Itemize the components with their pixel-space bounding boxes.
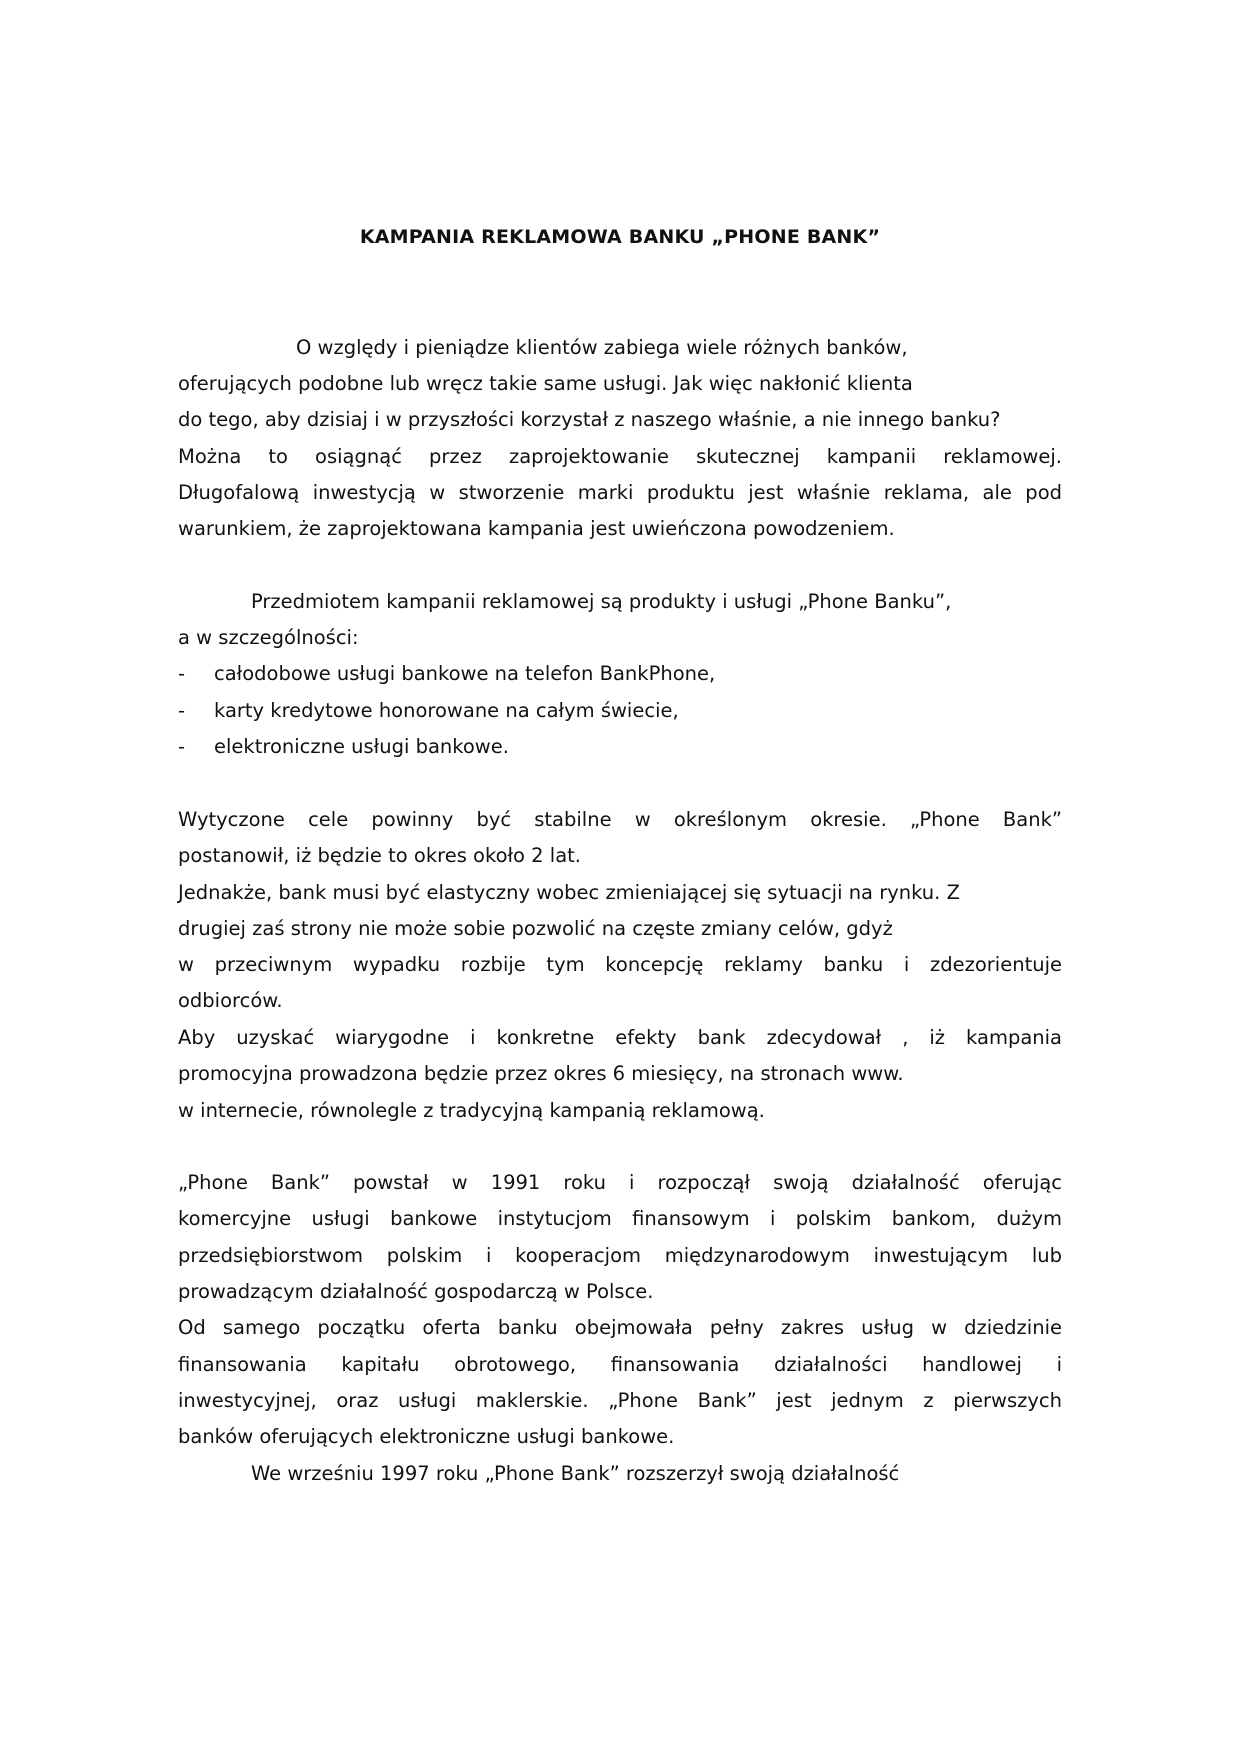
paragraph-3-line-5: w przeciwnym wypadku rozbije tym koncepcję reklamy banku i zdezorientuje	[178, 953, 1062, 976]
paragraph-3-line-1: Wytyczone cele powinny być stabilne w określonym okresie. „Phone Bank”	[178, 808, 1062, 831]
paragraph-1-line-5: Długofalową inwestycją w stworzenie marki produktu jest właśnie reklama, ale pod	[178, 481, 1062, 504]
paragraph-2-line-1: Przedmiotem kampanii reklamowej są produkty i usługi „Phone Banku”,	[251, 590, 952, 613]
paragraph-4-line-5: Od samego początku oferta banku obejmowała pełny zakres usług w dziedzinie	[178, 1316, 1062, 1339]
paragraph-4-line-6: finansowania kapitału obrotowego, finansowania działalności handlowej i	[178, 1353, 1062, 1376]
paragraph-3-line-3: Jednakże, bank musi być elastyczny wobec zmieniającej się sytuacji na rynku. Z	[178, 881, 960, 904]
paragraph-4-line-9: We wrześniu 1997 roku „Phone Bank” rozszerzył swoją działalność	[251, 1462, 900, 1485]
paragraph-1-line-6: warunkiem, że zaprojektowana kampania jest uwieńczona powodzeniem.	[178, 517, 895, 540]
paragraph-3-line-9: w internecie, równolegle z tradycyjną kampanią reklamową.	[178, 1099, 765, 1122]
list-bullet-marker: -	[178, 735, 186, 758]
paragraph-4-line-8: banków oferujących elektroniczne usługi bankowe.	[178, 1425, 675, 1448]
paragraph-4-line-7: inwestycyjnej, oraz usługi maklerskie. „Phone Bank” jest jednym z pierwszych	[178, 1389, 1062, 1412]
list-item: całodobowe usługi bankowe na telefon BankPhone,	[214, 662, 716, 685]
paragraph-1-line-2: oferujących podobne lub wręcz takie same usługi. Jak więc nakłonić klienta	[178, 372, 913, 395]
paragraph-4-line-4: prowadzącym działalność gospodarczą w Polsce.	[178, 1280, 654, 1303]
paragraph-3-line-7: Aby uzyskać wiarygodne i konkretne efekty bank zdecydował , iż kampania	[178, 1026, 1062, 1049]
list-bullet-marker: -	[178, 699, 186, 722]
list-item: karty kredytowe honorowane na całym świecie,	[214, 699, 679, 722]
document-title: KAMPANIA REKLAMOWA BANKU „PHONE BANK”	[359, 226, 881, 248]
paragraph-3-line-2: postanowił, iż będzie to okres około 2 lat.	[178, 844, 581, 867]
paragraph-1-line-4: Można to osiągnąć przez zaprojektowanie skutecznej kampanii reklamowej.	[178, 445, 1062, 468]
paragraph-3-line-4: drugiej zaś strony nie może sobie pozwolić na częste zmiany celów, gdyż	[178, 917, 893, 940]
paragraph-1-line-3: do tego, aby dzisiaj i w przyszłości korzystał z naszego właśnie, a nie innego banku?	[178, 408, 1001, 431]
paragraph-3-line-6: odbiorców.	[178, 989, 283, 1012]
paragraph-3-line-8: promocyjna prowadzona będzie przez okres 6 miesięcy, na stronach www.	[178, 1062, 904, 1085]
list-bullet-marker: -	[178, 662, 186, 685]
paragraph-4-line-2: komercyjne usługi bankowe instytucjom finansowym i polskim bankom, dużym	[178, 1207, 1062, 1230]
paragraph-1-line-1: O względy i pieniądze klientów zabiega wiele różnych banków,	[296, 336, 908, 359]
paragraph-4-line-3: przedsiębiorstwom polskim i kooperacjom międzynarodowym inwestującym lub	[178, 1244, 1062, 1267]
list-item: elektroniczne usługi bankowe.	[214, 735, 509, 758]
paragraph-4-line-1: „Phone Bank” powstał w 1991 roku i rozpoczął swoją działalność oferując	[178, 1171, 1062, 1194]
paragraph-2-line-2: a w szczególności:	[178, 626, 359, 649]
